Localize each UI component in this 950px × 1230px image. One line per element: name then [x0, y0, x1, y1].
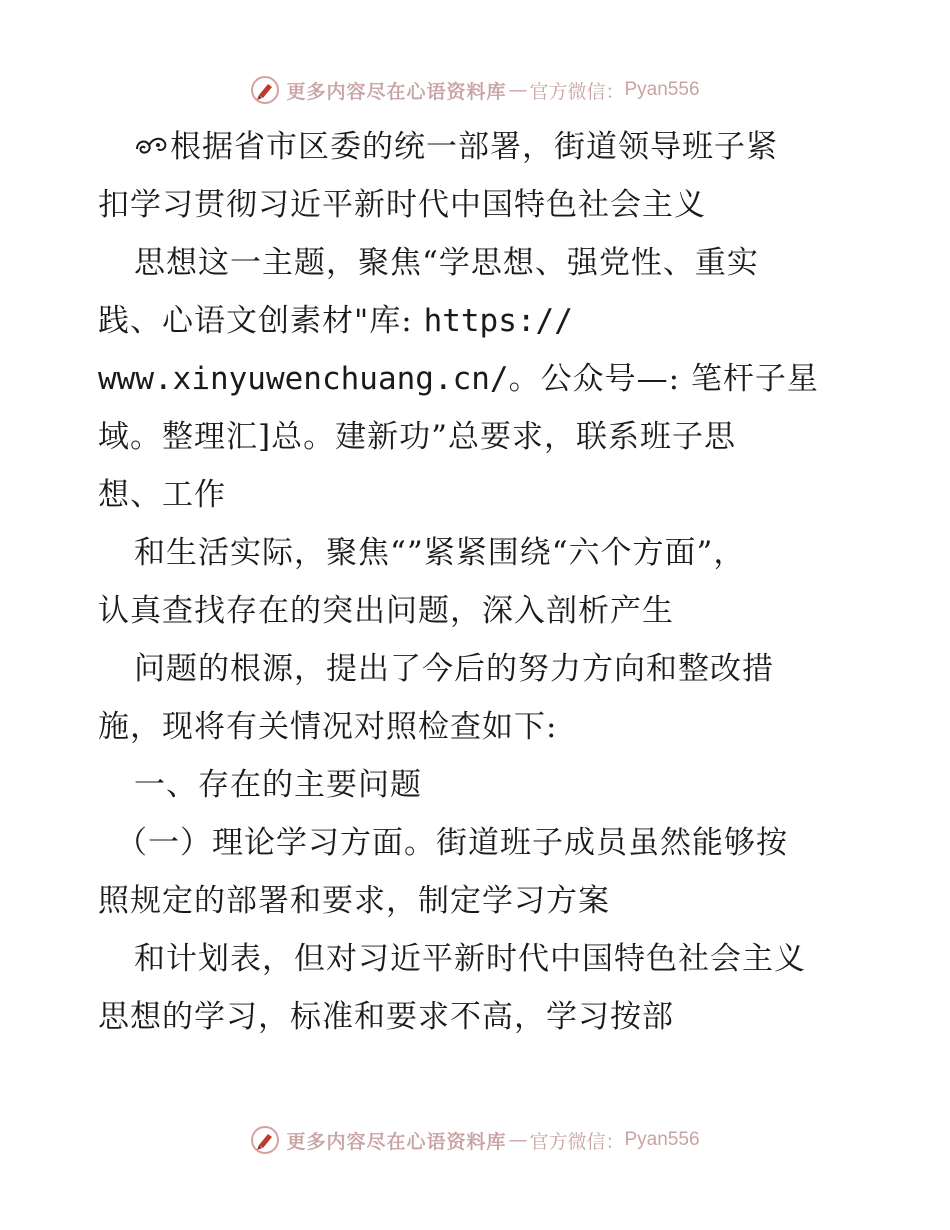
banner-wechat-label: 官方微信： — [529, 1130, 625, 1153]
logo-icon — [250, 75, 280, 105]
line-text: 扣学习贯彻习近平新时代中国特色社会主义 — [98, 187, 706, 223]
paragraph-line — [98, 356, 858, 414]
line-text: 根据省市区委的统一部署，街道领导班子紧 — [170, 129, 778, 165]
banner-dash: — — [508, 1129, 528, 1151]
logo-icon — [250, 1125, 280, 1155]
line-text: （一）理论学习方面。街道班子成员虽然能够按 — [116, 825, 788, 861]
line-text: 和生活实际，聚焦“”紧紧围绕“六个方面”， — [134, 535, 746, 571]
banner-wechat-id: Pyan556 — [624, 1129, 700, 1150]
paragraph-line — [98, 936, 858, 994]
paragraph-line — [98, 472, 858, 530]
banner-wechat-label: 官方微信： — [529, 80, 625, 103]
line-text: 照规定的部署和要求，制定学习方案 — [98, 883, 610, 919]
header-banner — [0, 70, 950, 110]
line-text: 问题的根源，提出了今后的努力方向和整改措 — [134, 651, 774, 687]
banner-title: 更多内容尽在心语资料库 — [286, 80, 507, 103]
line-text: 思想的学习，标准和要求不高，学习按部 — [98, 999, 674, 1035]
banner-title: 更多内容尽在心语资料库 — [286, 1130, 507, 1153]
url-host: www.xinyuwenchuang.cn/ — [98, 361, 509, 397]
line-text: 域。整理汇]总。建新功”总要求，联系班子思 — [98, 419, 736, 455]
section-heading — [98, 762, 858, 820]
paragraph-line — [98, 414, 858, 472]
paragraph-line — [98, 820, 858, 878]
line-text: 。公众号—: 笔杆子星 — [508, 361, 819, 397]
line-text: 和计划表，但对习近平新时代中国特色社会主义 — [134, 941, 806, 977]
paragraph-line — [98, 124, 858, 182]
paragraph-line — [98, 588, 858, 646]
paragraph-line — [98, 704, 858, 762]
line-text: 思想这一主题，聚焦“学思想、强党性、重实 — [134, 245, 759, 281]
paragraph-line — [98, 182, 858, 240]
paragraph-line — [98, 240, 858, 298]
document-body — [98, 124, 858, 1052]
banner-dash: — — [508, 79, 528, 101]
banner-wechat-id: Pyan556 — [624, 79, 700, 100]
line-text: 一、存在的主要问题 — [134, 767, 422, 803]
footer-banner — [0, 1120, 950, 1160]
line-text: 施，现将有关情况对照检查如下: — [98, 709, 558, 745]
paragraph-line — [98, 646, 858, 704]
paragraph-line — [98, 878, 858, 936]
line-text: 认真查找存在的突出问题，深入剖析产生 — [98, 593, 674, 629]
url-scheme: https:// — [423, 303, 573, 339]
paragraph-line — [98, 298, 858, 356]
paragraph-line — [98, 530, 858, 588]
line-text: 想、工作 — [98, 477, 226, 513]
line-text: 践、心语文创素材"库: — [98, 303, 424, 339]
ornament-icon — [134, 131, 168, 161]
paragraph-line — [98, 994, 858, 1052]
